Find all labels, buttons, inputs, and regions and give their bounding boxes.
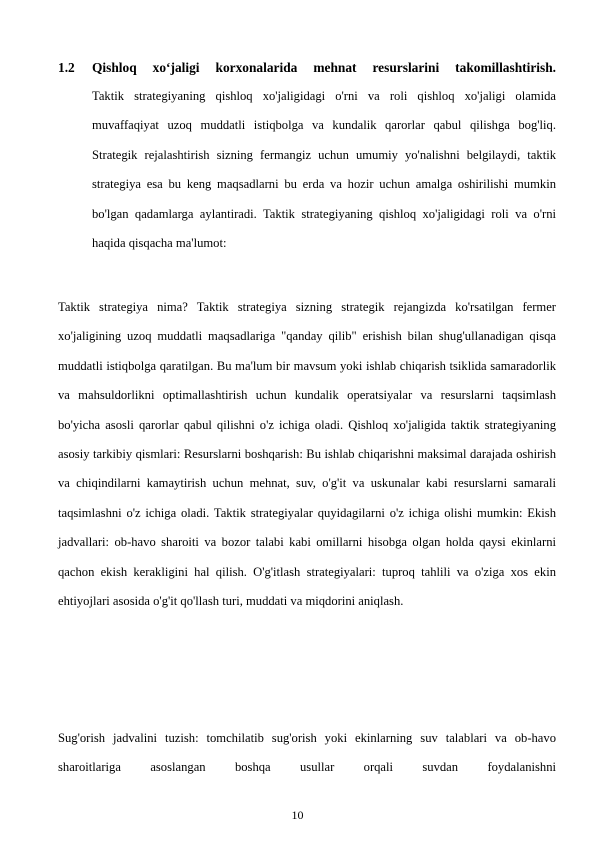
page-number: 10 [291,808,304,822]
section-title: Qishloq xo‘jaligi korxonalarida mehnat resurslarini takomillashtirish. [92,60,556,75]
body-paragraph-2: Sug'orish jadvalini tuzish: tomchilatib sug'orish yoki ekinlarning suv talablari va ob-havo sharoitlariga asoslangan boshqa usullar orqali suvdan foydalanishni [58,731,556,775]
section-number: 1.2 [58,60,75,75]
section-heading [58,53,556,82]
section-intro-paragraph: Taktik strategiyaning qishloq xo'jaligidagi o'rni va roli qishloq xo'jaligi olamida muvaffaqiyat uzoq muddatli istiqbolga va kundalik qarorlar qabul qilishga bog'liq. Strategik rejalashtirish sizning fermangiz uchun umumiy yo'nalishni belgilaydi, taktik strategiya esa bu keng maqsadlarni bu erda va hozir uchun amalga oshirilishi mumkin bo'lgan qadamlarga aylantiradi. Taktik strategiyaning qishloq xo'jaligidagi roli va o'rni haqida qisqacha ma'lumot: [92,89,556,251]
section-1-2 [58,53,556,258]
body-paragraph-1: Taktik strategiya nima? Taktik strategiya sizning strategik rejangizda ko'rsatilgan fermer xo'jaligining uzoq muddatli maqsadlariga "qanday qilib" erishish bilan shug'ullanadigan qisqa muddatli istiqbolga qaratilgan. Bu ma'lum bir mavsum yoki ishlab chiqarish tsiklida samaradorlik va mahsuldorlikni optimallashtirish uchun kundalik operatsiyalar va resurslarni taqsimlash bo'yicha asosli qarorlar qabul qilishni o'z ichiga oladi. Qishloq xo'jaligida taktik strategiyaning asosiy tarkibiy qismlari: Resurslarni boshqarish: Bu ishlab chiqarishni maksimal darajada oshirish va chiqindilarni kamaytirish uchun mehnat, suv, o'g'it va uskunalar kabi resurslarni samarali taqsimlashni o'z ichiga oladi. Taktik strategiyalar quyidagilarni o'z ichiga olishi mumkin: Ekish jadvallari: ob-havo sharoiti va bozor talabi kabi omillarni hisobga olgan holda qaysi ekinlarni qachon ekish kerakligini hal qilish. O'g'itlash strategiyalari: tuproq tahlili va o'ziga xos ekin ehtiyojlari asosida o'g'it qo'llash turi, muddati va miqdorini aniqlash. [58,300,556,609]
